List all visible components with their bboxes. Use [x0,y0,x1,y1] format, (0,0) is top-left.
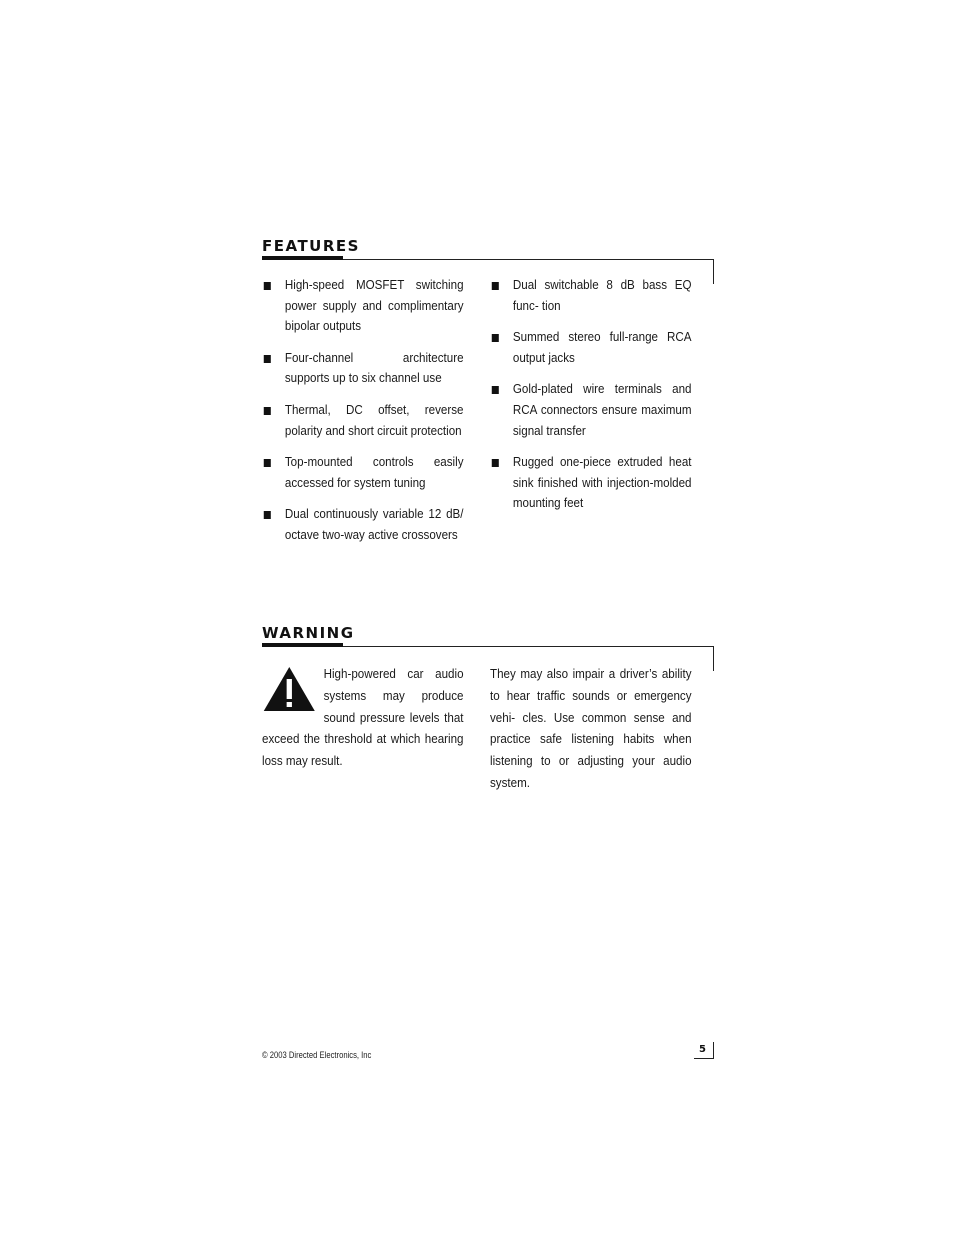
bullet-square-icon [264,407,271,415]
warning-right-column [490,663,692,794]
bullet-square-icon [492,334,499,342]
feature-item-text: Top-mounted controls easily accessed for system tuning [284,454,464,490]
bullet-square-icon [264,459,271,467]
feature-item [262,452,464,493]
feature-item-text: Rugged one-piece extruded heat sink finished with injection-molded mounting feet [512,454,692,511]
feature-item-text: Dual continuously variable 12 dB/ octave two-way active crossovers [284,506,464,542]
bullet-square-icon [492,282,499,290]
feature-item [262,348,464,389]
warning-rule-tick [713,646,714,671]
warning-rule [343,646,714,647]
bullet-square-icon [264,511,271,519]
feature-item-text: Summed stereo full-range RCA output jacks [512,329,692,365]
feature-item [490,379,692,441]
copyright-text: © 2003 Directed Electronics, Inc [262,1050,372,1060]
page-number-tick [713,1042,714,1059]
feature-item-text: Dual switchable 8 dB bass EQ func- tion [512,277,692,313]
warning-left-column [262,663,464,772]
features-heading: FEATURES [262,237,360,255]
warning-heading: WARNING [262,624,355,642]
features-right-column [490,275,692,525]
feature-item-text: Gold-plated wire terminals and RCA connectors ensure maximum signal transfer [512,381,692,438]
warning-right-text: They may also impair a driver’s ability to hear traffic sounds or emergency vehi- cles. Use common sense and practice safe listening habits when listening to or adjusting your audio system. [490,666,692,790]
feature-item [490,275,692,316]
feature-item [262,275,464,337]
warning-heading-underline [262,643,343,647]
bullet-square-icon [264,282,271,290]
features-heading-underline [262,256,343,260]
feature-item [262,504,464,545]
features-left-list [262,275,464,546]
feature-item-text: Thermal, DC offset, reverse polarity and short circuit protection [284,401,464,438]
features-rule-tick [713,259,714,284]
page-number-rule [694,1058,714,1059]
bullet-square-icon [492,459,499,467]
bullet-square-icon [492,386,499,394]
feature-item [490,327,692,368]
features-left-column [262,275,464,557]
features-rule [343,259,714,260]
feature-item-text: Four-channel architecture supports up to six channel use [284,349,464,386]
page-number: 5 [699,1044,706,1055]
features-right-list [490,275,692,514]
warning-left-text: High-powered car audio systems may produce sound pressure levels that exceed the threshold at which hearing loss may result. [262,666,464,769]
warning-triangle-icon [262,665,317,713]
feature-item [262,400,464,441]
feature-item [490,452,692,514]
feature-item-text: High-speed MOSFET switching power supply and complimentary bipolar outputs [284,277,464,334]
bullet-square-icon [264,355,271,363]
